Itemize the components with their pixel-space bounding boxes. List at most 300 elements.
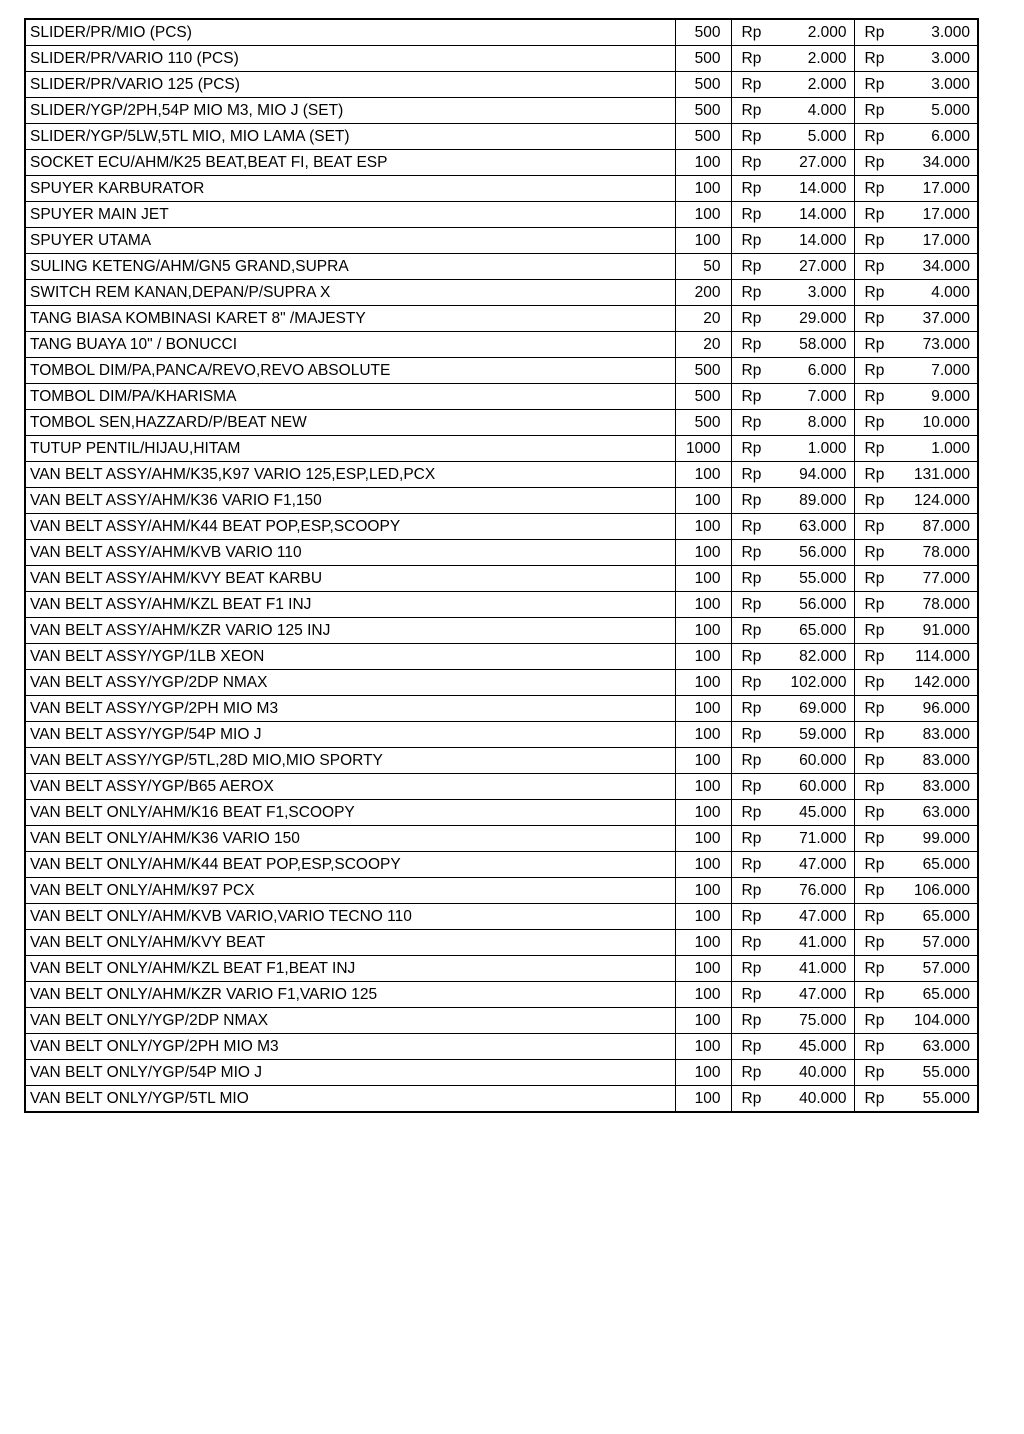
quantity-cell: 20 <box>675 306 731 332</box>
price-cell-2 <box>854 930 978 956</box>
quantity-cell: 100 <box>675 592 731 618</box>
currency-label: Rp <box>741 882 762 899</box>
price-value: 91.000 <box>922 622 970 639</box>
price-value: 56.000 <box>799 596 847 613</box>
quantity-cell: 100 <box>675 618 731 644</box>
quantity-cell: 500 <box>675 19 731 46</box>
item-name-cell: VAN BELT ONLY/YGP/2PH MIO M3 <box>25 1034 675 1060</box>
currency-label: Rp <box>864 752 885 769</box>
quantity-cell: 100 <box>675 930 731 956</box>
currency-label: Rp <box>741 830 762 847</box>
price-cell-1 <box>731 904 854 930</box>
price-cell-2 <box>854 202 978 228</box>
currency-label: Rp <box>741 414 762 431</box>
price-value: 87.000 <box>922 518 970 535</box>
price-cell-2 <box>854 384 978 410</box>
price-cell-2 <box>854 46 978 72</box>
currency-label: Rp <box>741 440 762 457</box>
price-value: 63.000 <box>922 804 970 821</box>
item-name-cell: VAN BELT ONLY/AHM/K16 BEAT F1,SCOOPY <box>25 800 675 826</box>
price-value: 3.000 <box>931 24 970 41</box>
currency-label: Rp <box>864 908 885 925</box>
price-value: 40.000 <box>799 1064 847 1081</box>
price-cell-2 <box>854 19 978 46</box>
currency-label: Rp <box>864 284 885 301</box>
quantity-cell: 100 <box>675 1086 731 1113</box>
price-value: 29.000 <box>799 310 847 327</box>
price-cell-1 <box>731 1086 854 1113</box>
item-name-cell: SWITCH REM KANAN,DEPAN/P/SUPRA X <box>25 280 675 306</box>
currency-label: Rp <box>741 388 762 405</box>
price-cell-2 <box>854 150 978 176</box>
item-name-cell: TOMBOL DIM/PA,PANCA/REVO,REVO ABSOLUTE <box>25 358 675 384</box>
price-cell-2 <box>854 514 978 540</box>
price-cell-2 <box>854 644 978 670</box>
price-value: 37.000 <box>922 310 970 327</box>
table-row <box>25 956 978 982</box>
item-name-cell: TOMBOL SEN,HAZZARD/P/BEAT NEW <box>25 410 675 436</box>
currency-label: Rp <box>741 596 762 613</box>
price-cell-2 <box>854 566 978 592</box>
currency-label: Rp <box>741 960 762 977</box>
currency-label: Rp <box>864 336 885 353</box>
quantity-cell: 100 <box>675 800 731 826</box>
price-value: 45.000 <box>799 804 847 821</box>
currency-label: Rp <box>741 492 762 509</box>
price-value: 55.000 <box>922 1064 970 1081</box>
price-cell-2 <box>854 410 978 436</box>
price-cell-1 <box>731 670 854 696</box>
currency-label: Rp <box>864 310 885 327</box>
quantity-cell: 500 <box>675 98 731 124</box>
price-cell-1 <box>731 1008 854 1034</box>
item-name-cell: VAN BELT ONLY/YGP/54P MIO J <box>25 1060 675 1086</box>
currency-label: Rp <box>864 570 885 587</box>
table-row <box>25 202 978 228</box>
price-value: 2.000 <box>807 50 847 67</box>
price-cell-1 <box>731 98 854 124</box>
table-row <box>25 670 978 696</box>
quantity-cell: 100 <box>675 228 731 254</box>
price-value: 17.000 <box>922 180 970 197</box>
quantity-cell: 100 <box>675 826 731 852</box>
currency-label: Rp <box>864 804 885 821</box>
price-value: 78.000 <box>922 544 970 561</box>
price-value: 3.000 <box>807 284 847 301</box>
price-value: 114.000 <box>915 648 970 665</box>
currency-label: Rp <box>864 518 885 535</box>
item-name-cell: VAN BELT ONLY/AHM/K97 PCX <box>25 878 675 904</box>
price-value: 78.000 <box>922 596 970 613</box>
price-value: 65.000 <box>922 856 970 873</box>
price-cell-1 <box>731 592 854 618</box>
item-name-cell: TANG BUAYA 10" / BONUCCI <box>25 332 675 358</box>
currency-label: Rp <box>864 622 885 639</box>
price-cell-2 <box>854 436 978 462</box>
item-name-cell: VAN BELT ONLY/AHM/KZR VARIO F1,VARIO 125 <box>25 982 675 1008</box>
table-row <box>25 1060 978 1086</box>
currency-label: Rp <box>741 1064 762 1081</box>
price-cell-1 <box>731 826 854 852</box>
price-value: 75.000 <box>799 1012 847 1029</box>
currency-label: Rp <box>864 102 885 119</box>
quantity-cell: 1000 <box>675 436 731 462</box>
price-cell-2 <box>854 228 978 254</box>
price-value: 124.000 <box>913 492 970 509</box>
item-name-cell: VAN BELT ASSY/YGP/1LB XEON <box>25 644 675 670</box>
price-cell-2 <box>854 748 978 774</box>
price-cell-2 <box>854 488 978 514</box>
currency-label: Rp <box>864 856 885 873</box>
currency-label: Rp <box>741 544 762 561</box>
currency-label: Rp <box>741 726 762 743</box>
price-cell-2 <box>854 774 978 800</box>
item-name-cell: VAN BELT ASSY/YGP/B65 AEROX <box>25 774 675 800</box>
price-cell-2 <box>854 358 978 384</box>
item-name-cell: VAN BELT ONLY/AHM/K36 VARIO 150 <box>25 826 675 852</box>
currency-label: Rp <box>864 1038 885 1055</box>
quantity-cell: 100 <box>675 566 731 592</box>
currency-label: Rp <box>864 180 885 197</box>
price-cell-1 <box>731 332 854 358</box>
item-name-cell: SPUYER KARBURATOR <box>25 176 675 202</box>
currency-label: Rp <box>741 908 762 925</box>
item-name-cell: VAN BELT ASSY/YGP/2DP NMAX <box>25 670 675 696</box>
currency-label: Rp <box>741 284 762 301</box>
currency-label: Rp <box>741 336 762 353</box>
currency-label: Rp <box>741 674 762 691</box>
currency-label: Rp <box>741 570 762 587</box>
item-name-cell: SOCKET ECU/AHM/K25 BEAT,BEAT FI, BEAT ESP <box>25 150 675 176</box>
table-row <box>25 878 978 904</box>
currency-label: Rp <box>741 76 762 93</box>
price-value: 14.000 <box>799 180 847 197</box>
currency-label: Rp <box>741 232 762 249</box>
item-name-cell: VAN BELT ASSY/AHM/KVB VARIO 110 <box>25 540 675 566</box>
table-row <box>25 904 978 930</box>
quantity-cell: 500 <box>675 384 731 410</box>
price-cell-1 <box>731 280 854 306</box>
price-cell-1 <box>731 878 854 904</box>
price-cell-2 <box>854 618 978 644</box>
price-value: 55.000 <box>799 570 847 587</box>
price-value: 10.000 <box>922 414 970 431</box>
item-name-cell: VAN BELT ASSY/YGP/54P MIO J <box>25 722 675 748</box>
table-row <box>25 722 978 748</box>
price-cell-1 <box>731 254 854 280</box>
currency-label: Rp <box>741 258 762 275</box>
quantity-cell: 100 <box>675 878 731 904</box>
item-name-cell: SLIDER/YGP/2PH,54P MIO M3, MIO J (SET) <box>25 98 675 124</box>
item-name-cell: VAN BELT ASSY/AHM/K44 BEAT POP,ESP,SCOOPY <box>25 514 675 540</box>
table-row <box>25 410 978 436</box>
currency-label: Rp <box>741 1038 762 1055</box>
price-value: 142.000 <box>913 674 970 691</box>
quantity-cell: 100 <box>675 748 731 774</box>
quantity-cell: 50 <box>675 254 731 280</box>
price-cell-2 <box>854 540 978 566</box>
table-row <box>25 566 978 592</box>
price-value: 47.000 <box>799 908 847 925</box>
item-name-cell: VAN BELT ONLY/YGP/2DP NMAX <box>25 1008 675 1034</box>
price-value: 27.000 <box>799 258 847 275</box>
price-cell-2 <box>854 956 978 982</box>
price-cell-1 <box>731 696 854 722</box>
price-cell-2 <box>854 696 978 722</box>
price-cell-1 <box>731 124 854 150</box>
currency-label: Rp <box>864 674 885 691</box>
price-value: 77.000 <box>922 570 970 587</box>
table-row <box>25 826 978 852</box>
price-value: 96.000 <box>922 700 970 717</box>
price-cell-1 <box>731 540 854 566</box>
currency-label: Rp <box>741 622 762 639</box>
price-value: 2.000 <box>807 24 847 41</box>
currency-label: Rp <box>741 102 762 119</box>
price-cell-1 <box>731 150 854 176</box>
currency-label: Rp <box>741 856 762 873</box>
price-cell-1 <box>731 1034 854 1060</box>
price-value: 55.000 <box>922 1090 970 1107</box>
currency-label: Rp <box>864 466 885 483</box>
price-value: 1.000 <box>807 440 847 457</box>
item-name-cell: VAN BELT ONLY/YGP/5TL MIO <box>25 1086 675 1113</box>
item-name-cell: TANG BIASA KOMBINASI KARET 8" /MAJESTY <box>25 306 675 332</box>
price-value: 40.000 <box>799 1090 847 1107</box>
price-value: 7.000 <box>931 362 970 379</box>
currency-label: Rp <box>864 414 885 431</box>
currency-label: Rp <box>864 596 885 613</box>
price-cell-1 <box>731 410 854 436</box>
currency-label: Rp <box>741 50 762 67</box>
price-cell-1 <box>731 436 854 462</box>
quantity-cell: 100 <box>675 488 731 514</box>
currency-label: Rp <box>741 648 762 665</box>
price-value: 3.000 <box>931 76 970 93</box>
price-value: 89.000 <box>799 492 847 509</box>
item-name-cell: VAN BELT ASSY/AHM/KZL BEAT F1 INJ <box>25 592 675 618</box>
quantity-cell: 100 <box>675 852 731 878</box>
price-value: 59.000 <box>799 726 847 743</box>
quantity-cell: 100 <box>675 540 731 566</box>
price-cell-1 <box>731 176 854 202</box>
price-value: 47.000 <box>799 856 847 873</box>
currency-label: Rp <box>864 128 885 145</box>
price-cell-1 <box>731 956 854 982</box>
quantity-cell: 100 <box>675 774 731 800</box>
currency-label: Rp <box>864 258 885 275</box>
price-value: 41.000 <box>799 960 847 977</box>
item-name-cell: SLIDER/PR/VARIO 125 (PCS) <box>25 72 675 98</box>
currency-label: Rp <box>864 726 885 743</box>
table-row <box>25 1008 978 1034</box>
item-name-cell: VAN BELT ASSY/AHM/KZR VARIO 125 INJ <box>25 618 675 644</box>
price-cell-1 <box>731 644 854 670</box>
currency-label: Rp <box>741 986 762 1003</box>
quantity-cell: 100 <box>675 150 731 176</box>
price-value: 2.000 <box>807 76 847 93</box>
price-cell-2 <box>854 592 978 618</box>
price-value: 7.000 <box>807 388 847 405</box>
price-value: 65.000 <box>799 622 847 639</box>
table-row <box>25 644 978 670</box>
table-row <box>25 436 978 462</box>
item-name-cell: VAN BELT ASSY/YGP/2PH MIO M3 <box>25 696 675 722</box>
price-cell-2 <box>854 852 978 878</box>
price-value: 99.000 <box>922 830 970 847</box>
currency-label: Rp <box>864 830 885 847</box>
price-value: 4.000 <box>931 284 970 301</box>
table-row <box>25 1034 978 1060</box>
item-name-cell: VAN BELT ASSY/YGP/5TL,28D MIO,MIO SPORTY <box>25 748 675 774</box>
price-value: 14.000 <box>799 206 847 223</box>
table-row <box>25 384 978 410</box>
table-row <box>25 982 978 1008</box>
item-name-cell: SLIDER/PR/VARIO 110 (PCS) <box>25 46 675 72</box>
price-value: 83.000 <box>922 726 970 743</box>
currency-label: Rp <box>741 180 762 197</box>
item-name-cell: SPUYER UTAMA <box>25 228 675 254</box>
currency-label: Rp <box>864 492 885 509</box>
price-value: 65.000 <box>922 986 970 1003</box>
price-cell-1 <box>731 566 854 592</box>
table-row <box>25 72 978 98</box>
price-value: 9.000 <box>931 388 970 405</box>
currency-label: Rp <box>741 1012 762 1029</box>
table-row <box>25 176 978 202</box>
currency-label: Rp <box>741 362 762 379</box>
price-value: 14.000 <box>799 232 847 249</box>
table-row <box>25 696 978 722</box>
price-value: 76.000 <box>799 882 847 899</box>
table-row <box>25 254 978 280</box>
currency-label: Rp <box>741 778 762 795</box>
table-row <box>25 280 978 306</box>
price-cell-2 <box>854 280 978 306</box>
currency-label: Rp <box>864 76 885 93</box>
table-row <box>25 150 978 176</box>
price-value: 45.000 <box>799 1038 847 1055</box>
currency-label: Rp <box>864 24 885 41</box>
currency-label: Rp <box>741 752 762 769</box>
price-cell-1 <box>731 748 854 774</box>
price-value: 27.000 <box>799 154 847 171</box>
price-cell-1 <box>731 46 854 72</box>
price-cell-1 <box>731 1060 854 1086</box>
currency-label: Rp <box>864 882 885 899</box>
table-row <box>25 358 978 384</box>
price-cell-2 <box>854 800 978 826</box>
currency-label: Rp <box>741 1090 762 1107</box>
price-value: 1.000 <box>931 440 970 457</box>
table-row <box>25 774 978 800</box>
currency-label: Rp <box>741 934 762 951</box>
price-cell-2 <box>854 462 978 488</box>
price-cell-2 <box>854 72 978 98</box>
quantity-cell: 500 <box>675 46 731 72</box>
price-cell-2 <box>854 1008 978 1034</box>
quantity-cell: 100 <box>675 904 731 930</box>
currency-label: Rp <box>864 50 885 67</box>
price-value: 34.000 <box>922 258 970 275</box>
quantity-cell: 100 <box>675 644 731 670</box>
price-value: 65.000 <box>922 908 970 925</box>
quantity-cell: 100 <box>675 982 731 1008</box>
quantity-cell: 100 <box>675 722 731 748</box>
currency-label: Rp <box>741 310 762 327</box>
currency-label: Rp <box>864 648 885 665</box>
quantity-cell: 20 <box>675 332 731 358</box>
table-row <box>25 19 978 46</box>
table-row <box>25 540 978 566</box>
table-row <box>25 592 978 618</box>
table-row <box>25 852 978 878</box>
quantity-cell: 500 <box>675 358 731 384</box>
price-value: 41.000 <box>799 934 847 951</box>
price-cell-1 <box>731 384 854 410</box>
item-name-cell: VAN BELT ONLY/AHM/KZL BEAT F1,BEAT INJ <box>25 956 675 982</box>
table-row <box>25 618 978 644</box>
currency-label: Rp <box>864 362 885 379</box>
currency-label: Rp <box>864 1064 885 1081</box>
price-value: 47.000 <box>799 986 847 1003</box>
price-cell-2 <box>854 904 978 930</box>
price-cell-1 <box>731 618 854 644</box>
currency-label: Rp <box>864 1090 885 1107</box>
price-cell-1 <box>731 930 854 956</box>
currency-label: Rp <box>864 232 885 249</box>
price-cell-2 <box>854 982 978 1008</box>
item-name-cell: SULING KETENG/AHM/GN5 GRAND,SUPRA <box>25 254 675 280</box>
price-cell-2 <box>854 722 978 748</box>
table-row <box>25 124 978 150</box>
table-row <box>25 46 978 72</box>
item-name-cell: SPUYER MAIN JET <box>25 202 675 228</box>
price-value: 60.000 <box>799 778 847 795</box>
item-name-cell: VAN BELT ASSY/AHM/K35,K97 VARIO 125,ESP,LED,PCX <box>25 462 675 488</box>
price-cell-1 <box>731 982 854 1008</box>
price-value: 34.000 <box>922 154 970 171</box>
item-name-cell: TOMBOL DIM/PA/KHARISMA <box>25 384 675 410</box>
table-row <box>25 930 978 956</box>
quantity-cell: 100 <box>675 1060 731 1086</box>
price-value: 57.000 <box>922 960 970 977</box>
price-value: 63.000 <box>922 1038 970 1055</box>
price-value: 73.000 <box>922 336 970 353</box>
price-value: 56.000 <box>799 544 847 561</box>
price-value: 104.000 <box>913 1012 970 1029</box>
price-value: 94.000 <box>799 466 847 483</box>
price-list-body <box>25 19 978 1112</box>
currency-label: Rp <box>864 986 885 1003</box>
price-cell-2 <box>854 254 978 280</box>
table-row <box>25 228 978 254</box>
table-row <box>25 514 978 540</box>
currency-label: Rp <box>864 778 885 795</box>
price-value: 131.000 <box>913 466 970 483</box>
price-list-table <box>24 18 979 1113</box>
currency-label: Rp <box>864 934 885 951</box>
price-value: 102.000 <box>790 674 847 691</box>
table-row <box>25 306 978 332</box>
price-value: 3.000 <box>931 50 970 67</box>
price-cell-1 <box>731 488 854 514</box>
price-cell-1 <box>731 72 854 98</box>
price-cell-2 <box>854 826 978 852</box>
currency-label: Rp <box>741 24 762 41</box>
table-row <box>25 748 978 774</box>
price-value: 17.000 <box>922 232 970 249</box>
